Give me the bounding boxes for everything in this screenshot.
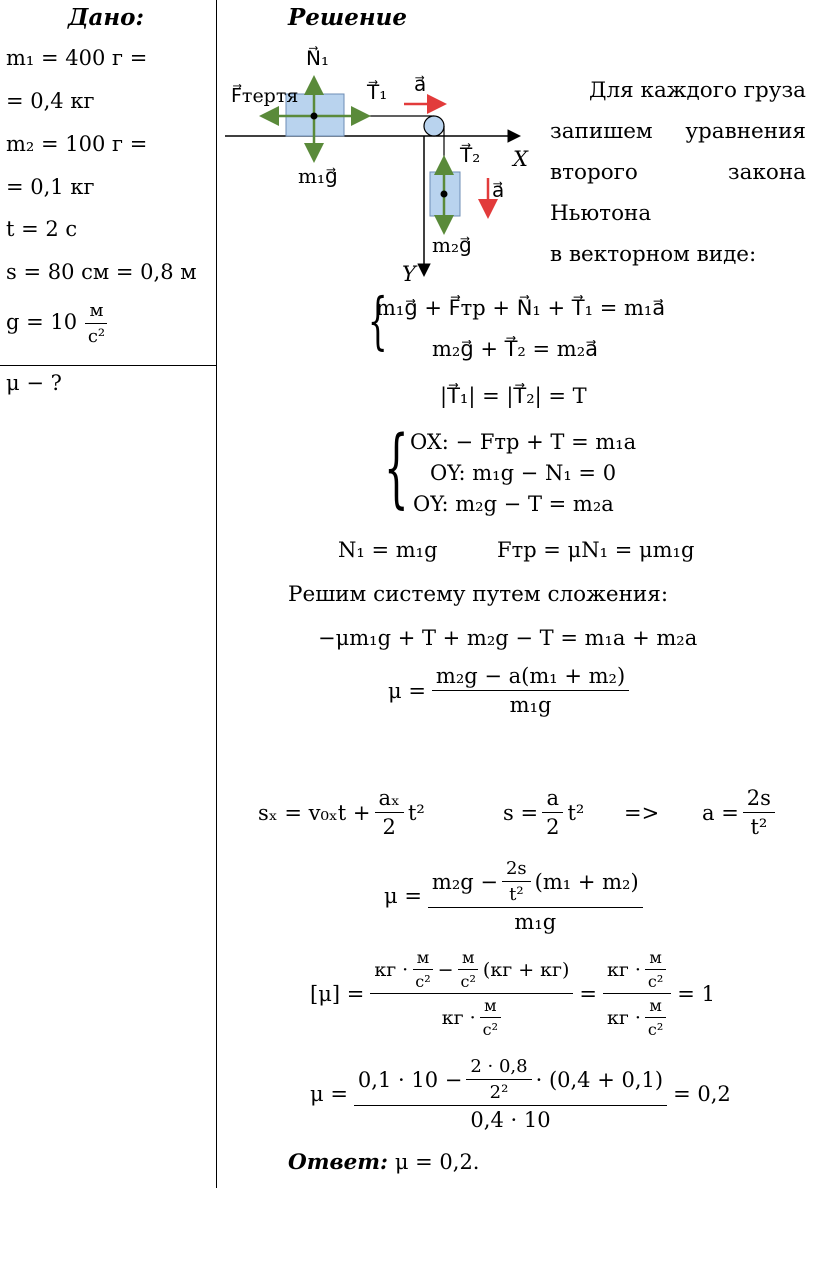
tension-equation: |T⃗₁| = |T⃗₂| = T bbox=[440, 384, 587, 408]
units-minus: − bbox=[437, 958, 454, 981]
mu-formula-1-num: m₂g − a(m₁ + m₂) bbox=[432, 664, 629, 691]
numeric-den: 0,4 · 10 bbox=[470, 1108, 551, 1132]
numeric-in-num: 2 · 0,8 bbox=[466, 1056, 531, 1080]
units-m-c: м bbox=[480, 996, 500, 1018]
units-den-1 bbox=[438, 994, 506, 1039]
g-unit-num: м bbox=[85, 300, 107, 324]
units-ms2-c bbox=[479, 996, 502, 1039]
mu2-inner-num: 2s bbox=[502, 858, 531, 882]
intro-line-1: Для каждого груза bbox=[588, 78, 806, 103]
mu-formula-2-fraction bbox=[428, 858, 643, 934]
units-m-e: м bbox=[645, 996, 665, 1018]
numeric-frac bbox=[354, 1056, 667, 1132]
given-heading: Дано: bbox=[68, 4, 144, 31]
mu2-num-a: m₂g − bbox=[431, 869, 498, 894]
units-ms2-a bbox=[411, 948, 434, 991]
s-tail: t² bbox=[567, 800, 585, 825]
units-ms2-d bbox=[644, 948, 667, 991]
units-s2-e: с² bbox=[647, 1020, 664, 1039]
intro-line-3: второго закона Ньютона bbox=[550, 160, 806, 226]
label-a1: a⃗ bbox=[414, 72, 427, 96]
a-num: 2s bbox=[743, 786, 775, 813]
friction-eq: Fтр = μN₁ = μm₁g bbox=[497, 538, 695, 562]
s-lhs: s = bbox=[503, 800, 539, 825]
mu-formula-2 bbox=[384, 858, 643, 934]
units-result: = 1 bbox=[677, 981, 715, 1006]
sx-tail: t² bbox=[407, 800, 425, 825]
mu2-num-b: (m₁ + m₂) bbox=[534, 869, 639, 894]
block-2-center bbox=[441, 191, 448, 198]
mu-formula-2-den: m₁g bbox=[514, 910, 557, 934]
units-n1: кг · bbox=[374, 958, 409, 981]
label-T2: T⃗₂ bbox=[460, 143, 481, 167]
label-y-axis: Y bbox=[402, 262, 416, 286]
table-divider-vertical bbox=[216, 0, 217, 1188]
mu-formula-1-den: m₁g bbox=[509, 693, 552, 717]
mu2-inner-frac bbox=[502, 858, 531, 905]
system2-ox: OX: − Fтр + T = m₁a bbox=[410, 430, 637, 454]
implies-arrow: => bbox=[624, 801, 660, 825]
numeric-n1: 0,1 · 10 − bbox=[357, 1067, 463, 1092]
units-frac-2 bbox=[603, 948, 671, 1039]
kinematics-s bbox=[503, 786, 584, 839]
numeric-num bbox=[354, 1056, 667, 1106]
numeric-n2: · (0,4 + 0,1) bbox=[535, 1067, 664, 1092]
given-m1: m₁ = 400 г = bbox=[6, 46, 148, 70]
units-m-a: м bbox=[413, 948, 433, 970]
mu-formula-1 bbox=[388, 664, 629, 717]
find-mu: μ − ? bbox=[6, 371, 62, 395]
label-N1: N⃗₁ bbox=[306, 46, 329, 70]
numeric-calc bbox=[310, 1056, 731, 1132]
table-divider-horizontal bbox=[0, 365, 216, 366]
force-diagram bbox=[220, 36, 540, 286]
units-ms2-b bbox=[457, 948, 480, 991]
units-ms2-e bbox=[644, 996, 667, 1039]
given-m2: m₂ = 100 г = bbox=[6, 132, 148, 156]
numeric-inner-frac bbox=[466, 1056, 531, 1103]
label-m1g: m₁g⃗ bbox=[298, 164, 338, 188]
normal-force-eq: N₁ = m₁g bbox=[338, 538, 438, 562]
units-m-d: м bbox=[645, 948, 665, 970]
answer-value: μ = 0,2. bbox=[394, 1150, 480, 1174]
units-s2-d: с² bbox=[647, 972, 664, 991]
units-r-n1: кг · bbox=[607, 958, 641, 981]
given-g-unit bbox=[84, 300, 109, 347]
s-frac bbox=[542, 786, 563, 839]
mu-formula-1-fraction bbox=[432, 664, 629, 717]
label-m2g: m₂g⃗ bbox=[432, 233, 472, 257]
sx-lhs: sₓ = v₀ₓt + bbox=[258, 800, 371, 825]
given-g bbox=[6, 300, 109, 347]
units-num-1 bbox=[370, 948, 573, 994]
units-num-2 bbox=[603, 948, 671, 994]
kinematics-a bbox=[702, 786, 775, 839]
units-m-b: м bbox=[458, 948, 478, 970]
numeric-result: = 0,2 bbox=[673, 1082, 731, 1106]
intro-line-4: в векторном виде: bbox=[550, 242, 757, 267]
sx-num: aₓ bbox=[375, 786, 404, 813]
units-eq: = bbox=[579, 981, 597, 1006]
mu-formula-2-lhs: μ = bbox=[384, 884, 422, 908]
brace-system-2: { bbox=[384, 418, 409, 518]
units-r-d1: кг · bbox=[607, 1006, 641, 1029]
solution-heading: Решение bbox=[288, 4, 408, 31]
units-s2-b: с² bbox=[460, 972, 476, 991]
system1-eq1: m₁g⃗ + F⃗тр + N⃗₁ + T⃗₁ = m₁a⃗ bbox=[376, 296, 666, 320]
given-s: s = 80 см = 0,8 м bbox=[6, 260, 197, 284]
label-friction: F⃗тертя bbox=[231, 85, 299, 107]
label-T1: T⃗₁ bbox=[367, 80, 388, 104]
a-lhs: a = bbox=[702, 800, 739, 825]
kinematics-sx bbox=[258, 786, 425, 839]
sx-den: 2 bbox=[382, 815, 396, 839]
addition-text: Решим систему путем сложения: bbox=[288, 582, 669, 607]
given-g-value: g = 10 bbox=[6, 310, 78, 334]
system2-oy1: OY: m₁g − N₁ = 0 bbox=[430, 461, 617, 485]
given-m2-kg: = 0,1 кг bbox=[6, 175, 95, 199]
given-m1-kg: = 0,4 кг bbox=[6, 89, 95, 113]
system2-oy2: OY: m₂g − T = m₂a bbox=[413, 492, 614, 516]
a-den: t² bbox=[750, 815, 768, 839]
units-s2-a: с² bbox=[415, 972, 431, 991]
system1-eq2: m₂g⃗ + T⃗₂ = m₂a⃗ bbox=[432, 337, 599, 361]
numeric-lhs: μ = bbox=[310, 1082, 348, 1106]
mu2-inner-den: t² bbox=[509, 884, 524, 905]
mu-formula-2-num bbox=[428, 858, 643, 908]
g-unit-den: с² bbox=[87, 326, 106, 347]
intro-line-2: запишем уравнения bbox=[550, 119, 806, 144]
brace-system-1: { bbox=[367, 284, 388, 357]
s-num: a bbox=[542, 786, 563, 813]
units-frac-1 bbox=[370, 948, 573, 1039]
label-x-axis: X bbox=[513, 147, 528, 171]
units-check bbox=[310, 948, 715, 1039]
intro-paragraph bbox=[550, 70, 806, 275]
units-lhs: [μ] = bbox=[310, 981, 365, 1006]
mu-formula-1-lhs: μ = bbox=[388, 678, 426, 703]
s-den: 2 bbox=[546, 815, 560, 839]
answer bbox=[288, 1150, 479, 1175]
pulley bbox=[424, 116, 444, 136]
units-d1: кг · bbox=[441, 1006, 476, 1029]
sum-equation: −μm₁g + T + m₂g − T = m₁a + m₂a bbox=[318, 626, 698, 650]
units-s2-c: с² bbox=[482, 1020, 498, 1039]
block-1-center bbox=[311, 113, 318, 120]
label-a2: a⃗ bbox=[492, 178, 505, 202]
units-den-2 bbox=[603, 994, 671, 1039]
sx-frac bbox=[375, 786, 404, 839]
answer-label: Ответ: bbox=[288, 1150, 388, 1175]
given-t: t = 2 с bbox=[6, 217, 78, 241]
numeric-in-den: 2² bbox=[489, 1082, 509, 1103]
units-n3: (кг + кг) bbox=[482, 958, 570, 981]
a-frac bbox=[743, 786, 775, 839]
